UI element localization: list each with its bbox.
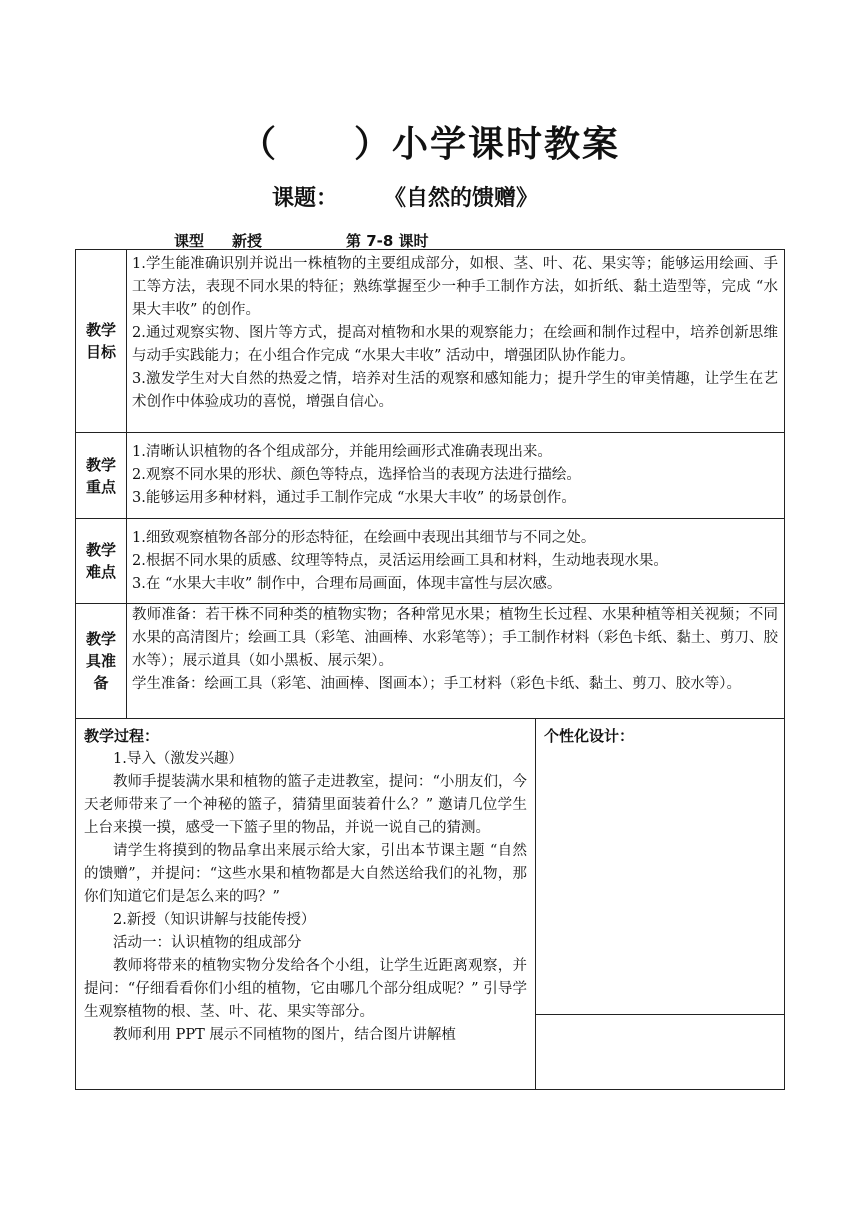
divider [536, 1014, 784, 1015]
lesson-meta [174, 230, 429, 251]
process-paragraph: 活动一：认识植物的组成部分 [113, 935, 302, 951]
teaching-process [76, 719, 536, 1089]
key-points-label: 教学重点 [76, 433, 127, 518]
key-point-line: 3.能够运用多种材料，通过手工制作完成 “水果大丰收” 的场景创作。 [132, 490, 576, 506]
difficulties-content [126, 519, 784, 603]
goals-label: 教学目标 [76, 250, 127, 432]
lesson-subject [272, 181, 538, 212]
key-points-row [76, 433, 784, 519]
preparation-line: 学生准备：绘画工具（彩笔、油画棒、图画本）；手工材料（彩色卡纸、黏土、剪刀、胶水等）。 [132, 676, 741, 692]
goal-line: 1.学生能准确识别并说出一株植物的主要组成部分，如根、茎、叶、花、果实等；能够运用绘画、手工等方法，表现不同水果的特征；熟练掌握至少一种手工制作方法，如折纸、黏土造型等，完成 “水果大丰收” 的创作。 [132, 256, 778, 318]
goals-content [126, 250, 784, 432]
difficulties-label: 教学难点 [76, 519, 127, 603]
page-title: （ ）小学课时教案 [239, 124, 620, 165]
lesson-period: 第 7-8 课时 [346, 232, 429, 250]
goal-line: 3.激发学生对大自然的热爱之情，培养对生活的观察和感知能力；提升学生的审美情趣，让学生在艺术创作中体验成功的喜悦，增强自信心。 [132, 371, 778, 410]
process-paragraph: 教师手提装满水果和植物的篮子走进教室，提问：“小朋友们，今天老师带来了一个神秘的篮子，猜猜里面装着什么？” 邀请几位学生上台来摸一摸，感受一下篮子里的物品，并说一说自己的猜测。 [84, 774, 527, 836]
difficulty-line: 1.细致观察植物各部分的形态特征，在绘画中表现出其细节与不同之处。 [132, 529, 596, 546]
goal-line: 2.通过观察实物、图片等方式，提高对植物和水果的观察能力；在绘画和制作过程中，培养创新思维与动手实践能力；在小组合作完成 “水果大丰收” 活动中，增强团队协作能力。 [132, 325, 778, 364]
subject-value: 《自然的馈赠》 [384, 186, 539, 211]
personalized-design-label: 个性化设计： [544, 727, 635, 745]
key-point-line: 2.观察不同水果的形状、颜色等特点，选择恰当的表现方法进行描绘。 [132, 467, 581, 483]
goals-row [76, 250, 784, 433]
lesson-type-label: 课型 [174, 232, 205, 250]
difficulties-row [76, 519, 784, 604]
lesson-plan-table [75, 249, 785, 1090]
personalized-design [536, 719, 784, 1089]
preparation-label: 教学具准备 [76, 604, 127, 718]
difficulty-line: 3.在 “水果大丰收” 制作中，合理布局画面，体现丰富性与层次感。 [132, 575, 562, 592]
key-points-content [126, 433, 784, 518]
lesson-type-value: 新授 [232, 232, 263, 250]
key-point-line: 1.清晰认识植物的各个组成部分，并能用绘画形式准确表现出来。 [132, 444, 552, 460]
preparation-row [76, 604, 784, 719]
process-paragraph: 请学生将摸到的物品拿出来展示给大家，引出本节课主题 “自然的馈赠”，并提问：“这些水果和植物都是大自然送给我们的礼物，那你们知道它们是怎么来的吗？” [84, 843, 527, 905]
preparation-content [126, 604, 784, 718]
process-paragraph: 教师将带来的植物实物分发给各个小组，让学生近距离观察，并提问：“仔细看看你们小组的植物，它由哪几个部分组成呢？” 引导学生观察植物的根、茎、叶、花、果实等部分。 [84, 958, 527, 1020]
preparation-line: 教师准备：若干株不同种类的植物实物；各种常见水果；植物生长过程、水果种植等相关视频；不同水果的高清图片；绘画工具（彩笔、油画棒、水彩笔等）；手工制作材料（彩色卡纸、黏土、剪刀、胶水等）；展示道具（如小黑板、展示架）。 [132, 607, 778, 669]
process-paragraph: 1.导入（激发兴趣） [113, 751, 243, 767]
process-paragraph: 教师利用 PPT 展示不同植物的图片，结合图片讲解植 [113, 1027, 456, 1043]
teaching-process-label: 教学过程： [84, 727, 160, 745]
subject-label: 课题： [272, 186, 339, 211]
difficulty-line: 2.根据不同水果的质感、纹理等特点，灵活运用绘画工具和材料，生动地表现水果。 [132, 552, 668, 569]
process-paragraph: 2.新授（知识讲解与技能传授） [113, 912, 316, 928]
